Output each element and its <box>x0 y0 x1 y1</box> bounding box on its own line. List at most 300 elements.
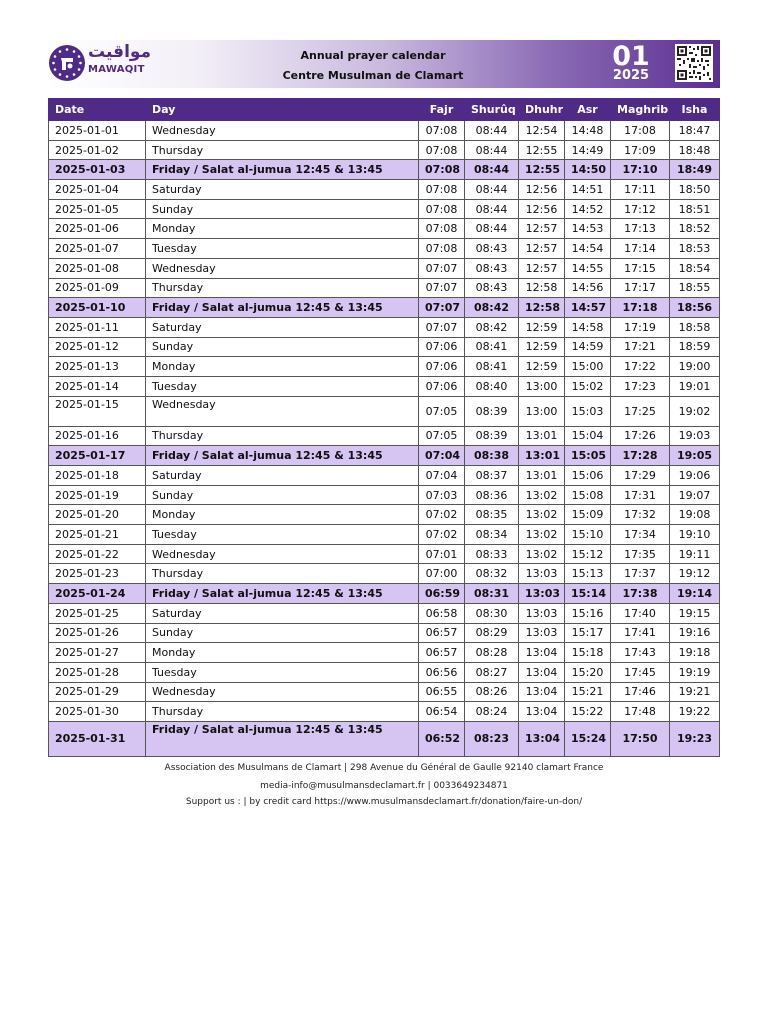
table-row <box>49 643 720 663</box>
table-row <box>49 317 720 337</box>
cell-day: Thursday <box>146 426 419 446</box>
cell-maghrib: 17:46 <box>611 682 670 702</box>
cell-dhuhr: 12:55 <box>519 160 565 180</box>
cell-fajr: 07:08 <box>419 140 465 160</box>
cell-shuruq: 08:42 <box>465 317 519 337</box>
cell-asr: 15:12 <box>565 544 611 564</box>
cell-fajr: 07:05 <box>419 396 465 426</box>
cell-isha: 19:23 <box>670 721 720 756</box>
cell-fajr: 07:07 <box>419 258 465 278</box>
cell-date: 2025-01-28 <box>49 662 146 682</box>
table-row <box>49 544 720 564</box>
cell-maghrib: 17:40 <box>611 603 670 623</box>
cell-maghrib: 17:29 <box>611 466 670 486</box>
cell-asr: 15:21 <box>565 682 611 702</box>
table-row-friday <box>49 160 720 180</box>
table-row-friday <box>49 298 720 318</box>
cell-maghrib: 17:08 <box>611 121 670 141</box>
cell-isha: 19:05 <box>670 446 720 466</box>
cell-fajr: 07:08 <box>419 121 465 141</box>
cell-day: Friday / Salat al-jumua 12:45 & 13:45 <box>146 721 419 756</box>
cell-fajr: 07:02 <box>419 505 465 525</box>
cell-maghrib: 17:32 <box>611 505 670 525</box>
cell-fajr: 07:02 <box>419 525 465 545</box>
cell-dhuhr: 13:01 <box>519 446 565 466</box>
cell-fajr: 07:07 <box>419 317 465 337</box>
cell-isha: 18:52 <box>670 219 720 239</box>
cell-shuruq: 08:34 <box>465 525 519 545</box>
cell-date: 2025-01-24 <box>49 584 146 604</box>
cell-date: 2025-01-03 <box>49 160 146 180</box>
cell-day: Friday / Salat al-jumua 12:45 & 13:45 <box>146 446 419 466</box>
column-header-maghrib: Maghrib <box>611 99 670 121</box>
cell-asr: 15:18 <box>565 643 611 663</box>
column-header-dhuhr: Dhuhr <box>519 99 565 121</box>
table-row <box>49 564 720 584</box>
month-number: 01 <box>612 41 650 72</box>
cell-dhuhr: 13:03 <box>519 564 565 584</box>
table-row <box>49 623 720 643</box>
cell-isha: 19:12 <box>670 564 720 584</box>
cell-dhuhr: 12:56 <box>519 180 565 200</box>
logo-latin-text: MAWAQIT <box>88 64 145 75</box>
cell-shuruq: 08:44 <box>465 219 519 239</box>
cell-fajr: 07:04 <box>419 446 465 466</box>
cell-shuruq: 08:42 <box>465 298 519 318</box>
table-row <box>49 702 720 722</box>
cell-day: Wednesday <box>146 121 419 141</box>
cell-shuruq: 08:31 <box>465 584 519 604</box>
cell-day: Wednesday <box>146 682 419 702</box>
cell-shuruq: 08:32 <box>465 564 519 584</box>
table-row <box>49 278 720 298</box>
cell-dhuhr: 13:04 <box>519 662 565 682</box>
cell-fajr: 07:08 <box>419 180 465 200</box>
cell-asr: 14:53 <box>565 219 611 239</box>
cell-maghrib: 17:21 <box>611 337 670 357</box>
cell-shuruq: 08:43 <box>465 258 519 278</box>
cell-maghrib: 17:12 <box>611 199 670 219</box>
table-row <box>49 505 720 525</box>
logo-arabic-text: مواقيت <box>88 42 152 62</box>
cell-shuruq: 08:44 <box>465 140 519 160</box>
cell-date: 2025-01-13 <box>49 357 146 377</box>
mawaqit-logo-icon <box>49 45 85 81</box>
table-row <box>49 376 720 396</box>
cell-fajr: 07:06 <box>419 357 465 377</box>
cell-day: Tuesday <box>146 376 419 396</box>
cell-asr: 14:56 <box>565 278 611 298</box>
year-number: 2025 <box>612 68 650 83</box>
cell-day: Saturday <box>146 466 419 486</box>
cell-shuruq: 08:30 <box>465 603 519 623</box>
cell-day: Thursday <box>146 278 419 298</box>
cell-maghrib: 17:19 <box>611 317 670 337</box>
cell-shuruq: 08:41 <box>465 357 519 377</box>
cell-date: 2025-01-31 <box>49 721 146 756</box>
cell-fajr: 06:57 <box>419 643 465 663</box>
cell-dhuhr: 13:04 <box>519 682 565 702</box>
cell-shuruq: 08:44 <box>465 180 519 200</box>
calendar-header <box>48 40 720 88</box>
cell-fajr: 07:05 <box>419 426 465 446</box>
cell-date: 2025-01-08 <box>49 258 146 278</box>
cell-dhuhr: 12:57 <box>519 219 565 239</box>
table-row-friday <box>49 721 720 756</box>
cell-maghrib: 17:22 <box>611 357 670 377</box>
cell-fajr: 06:56 <box>419 662 465 682</box>
cell-fajr: 07:08 <box>419 239 465 259</box>
cell-asr: 14:55 <box>565 258 611 278</box>
cell-maghrib: 17:13 <box>611 219 670 239</box>
cell-day: Thursday <box>146 140 419 160</box>
cell-asr: 14:54 <box>565 239 611 259</box>
column-header-date: Date <box>49 99 146 121</box>
cell-isha: 18:55 <box>670 278 720 298</box>
cell-date: 2025-01-20 <box>49 505 146 525</box>
cell-asr: 15:08 <box>565 485 611 505</box>
cell-shuruq: 08:24 <box>465 702 519 722</box>
cell-asr: 14:59 <box>565 337 611 357</box>
cell-day: Saturday <box>146 603 419 623</box>
cell-day: Thursday <box>146 564 419 584</box>
cell-fajr: 06:55 <box>419 682 465 702</box>
table-row <box>49 199 720 219</box>
table-header-row <box>49 99 720 121</box>
cell-shuruq: 08:43 <box>465 278 519 298</box>
cell-dhuhr: 12:58 <box>519 298 565 318</box>
cell-day: Wednesday <box>146 396 419 426</box>
cell-dhuhr: 13:02 <box>519 485 565 505</box>
table-row <box>49 140 720 160</box>
cell-date: 2025-01-11 <box>49 317 146 337</box>
footer-contact: media-info@musulmansdeclamart.fr | 0033649234871 <box>260 781 508 791</box>
cell-date: 2025-01-01 <box>49 121 146 141</box>
cell-maghrib: 17:28 <box>611 446 670 466</box>
cell-isha: 18:50 <box>670 180 720 200</box>
cell-asr: 15:13 <box>565 564 611 584</box>
column-header-fajr: Fajr <box>419 99 465 121</box>
cell-asr: 14:50 <box>565 160 611 180</box>
cell-dhuhr: 13:00 <box>519 376 565 396</box>
cell-day: Monday <box>146 505 419 525</box>
mosque-name: Centre Musulman de Clamart <box>282 69 464 82</box>
cell-shuruq: 08:35 <box>465 505 519 525</box>
cell-maghrib: 17:26 <box>611 426 670 446</box>
cell-date: 2025-01-07 <box>49 239 146 259</box>
cell-date: 2025-01-10 <box>49 298 146 318</box>
cell-shuruq: 08:44 <box>465 160 519 180</box>
cell-dhuhr: 12:59 <box>519 317 565 337</box>
cell-isha: 19:00 <box>670 357 720 377</box>
cell-day: Tuesday <box>146 525 419 545</box>
cell-day: Friday / Salat al-jumua 12:45 & 13:45 <box>146 160 419 180</box>
table-row <box>49 682 720 702</box>
cell-date: 2025-01-17 <box>49 446 146 466</box>
cell-day: Monday <box>146 643 419 663</box>
cell-day: Saturday <box>146 180 419 200</box>
cell-isha: 19:07 <box>670 485 720 505</box>
cell-asr: 15:16 <box>565 603 611 623</box>
cell-isha: 19:19 <box>670 662 720 682</box>
cell-fajr: 07:07 <box>419 298 465 318</box>
cell-fajr: 06:54 <box>419 702 465 722</box>
cell-isha: 18:48 <box>670 140 720 160</box>
cell-date: 2025-01-23 <box>49 564 146 584</box>
cell-asr: 14:57 <box>565 298 611 318</box>
cell-isha: 19:01 <box>670 376 720 396</box>
cell-dhuhr: 13:03 <box>519 584 565 604</box>
cell-day: Sunday <box>146 199 419 219</box>
cell-maghrib: 17:34 <box>611 525 670 545</box>
cell-day: Tuesday <box>146 662 419 682</box>
column-header-isha: Isha <box>670 99 720 121</box>
cell-asr: 15:06 <box>565 466 611 486</box>
cell-isha: 18:47 <box>670 121 720 141</box>
cell-fajr: 07:06 <box>419 337 465 357</box>
cell-isha: 19:16 <box>670 623 720 643</box>
cell-isha: 19:14 <box>670 584 720 604</box>
cell-isha: 19:02 <box>670 396 720 426</box>
footer-address: Association des Musulmans de Clamart | 298 Avenue du Général de Gaulle 92140 clamart France <box>164 763 604 773</box>
cell-dhuhr: 13:02 <box>519 525 565 545</box>
table-row <box>49 357 720 377</box>
cell-isha: 19:15 <box>670 603 720 623</box>
cell-asr: 15:10 <box>565 525 611 545</box>
cell-day: Friday / Salat al-jumua 12:45 & 13:45 <box>146 298 419 318</box>
cell-dhuhr: 12:54 <box>519 121 565 141</box>
cell-shuruq: 08:37 <box>465 466 519 486</box>
cell-dhuhr: 13:04 <box>519 702 565 722</box>
cell-date: 2025-01-18 <box>49 466 146 486</box>
cell-date: 2025-01-16 <box>49 426 146 446</box>
cell-shuruq: 08:27 <box>465 662 519 682</box>
qr-code-icon <box>675 44 713 82</box>
cell-asr: 15:00 <box>565 357 611 377</box>
table-row <box>49 258 720 278</box>
cell-isha: 18:51 <box>670 199 720 219</box>
cell-maghrib: 17:17 <box>611 278 670 298</box>
cell-isha: 19:18 <box>670 643 720 663</box>
cell-date: 2025-01-29 <box>49 682 146 702</box>
cell-asr: 14:48 <box>565 121 611 141</box>
cell-dhuhr: 12:57 <box>519 239 565 259</box>
cell-asr: 14:49 <box>565 140 611 160</box>
table-row <box>49 239 720 259</box>
cell-asr: 15:09 <box>565 505 611 525</box>
cell-date: 2025-01-15 <box>49 396 146 426</box>
cell-maghrib: 17:37 <box>611 564 670 584</box>
cell-isha: 18:49 <box>670 160 720 180</box>
cell-shuruq: 08:33 <box>465 544 519 564</box>
cell-isha: 19:08 <box>670 505 720 525</box>
cell-date: 2025-01-21 <box>49 525 146 545</box>
column-header-shuruq: Shurûq <box>465 99 519 121</box>
cell-fajr: 07:01 <box>419 544 465 564</box>
cell-day: Tuesday <box>146 239 419 259</box>
cell-isha: 19:22 <box>670 702 720 722</box>
table-row-friday <box>49 446 720 466</box>
column-header-day: Day <box>146 99 419 121</box>
table-row <box>49 662 720 682</box>
cell-shuruq: 08:36 <box>465 485 519 505</box>
cell-shuruq: 08:44 <box>465 121 519 141</box>
cell-dhuhr: 13:03 <box>519 603 565 623</box>
table-row <box>49 466 720 486</box>
cell-asr: 15:03 <box>565 396 611 426</box>
cell-maghrib: 17:45 <box>611 662 670 682</box>
table-row <box>49 485 720 505</box>
cell-dhuhr: 13:03 <box>519 623 565 643</box>
cell-fajr: 07:08 <box>419 199 465 219</box>
cell-shuruq: 08:29 <box>465 623 519 643</box>
cell-maghrib: 17:10 <box>611 160 670 180</box>
cell-isha: 19:10 <box>670 525 720 545</box>
cell-dhuhr: 13:01 <box>519 466 565 486</box>
cell-dhuhr: 13:01 <box>519 426 565 446</box>
cell-maghrib: 17:43 <box>611 643 670 663</box>
cell-asr: 15:22 <box>565 702 611 722</box>
cell-asr: 15:14 <box>565 584 611 604</box>
cell-dhuhr: 12:57 <box>519 258 565 278</box>
cell-fajr: 06:59 <box>419 584 465 604</box>
cell-shuruq: 08:41 <box>465 337 519 357</box>
cell-date: 2025-01-26 <box>49 623 146 643</box>
cell-maghrib: 17:48 <box>611 702 670 722</box>
cell-maghrib: 17:38 <box>611 584 670 604</box>
cell-dhuhr: 13:04 <box>519 643 565 663</box>
cell-maghrib: 17:15 <box>611 258 670 278</box>
table-row <box>49 396 720 426</box>
cell-date: 2025-01-22 <box>49 544 146 564</box>
cell-dhuhr: 12:58 <box>519 278 565 298</box>
footer-donation: Support us : | by credit card https://www.musulmansdeclamart.fr/donation/faire-un-don/ <box>185 797 583 807</box>
cell-dhuhr: 12:55 <box>519 140 565 160</box>
cell-isha: 19:11 <box>670 544 720 564</box>
table-body <box>49 121 720 757</box>
cell-date: 2025-01-09 <box>49 278 146 298</box>
cell-asr: 14:51 <box>565 180 611 200</box>
cell-day: Monday <box>146 219 419 239</box>
cell-fajr: 07:04 <box>419 466 465 486</box>
cell-isha: 18:54 <box>670 258 720 278</box>
table-row-friday <box>49 584 720 604</box>
cell-asr: 14:52 <box>565 199 611 219</box>
cell-dhuhr: 12:56 <box>519 199 565 219</box>
cell-shuruq: 08:39 <box>465 426 519 446</box>
cell-maghrib: 17:18 <box>611 298 670 318</box>
table-row <box>49 219 720 239</box>
cell-shuruq: 08:39 <box>465 396 519 426</box>
cell-maghrib: 17:41 <box>611 623 670 643</box>
cell-maghrib: 17:50 <box>611 721 670 756</box>
calendar-title: Annual prayer calendar <box>300 49 446 62</box>
cell-date: 2025-01-25 <box>49 603 146 623</box>
cell-isha: 18:56 <box>670 298 720 318</box>
cell-date: 2025-01-12 <box>49 337 146 357</box>
cell-maghrib: 17:14 <box>611 239 670 259</box>
cell-isha: 19:03 <box>670 426 720 446</box>
cell-shuruq: 08:43 <box>465 239 519 259</box>
cell-shuruq: 08:38 <box>465 446 519 466</box>
cell-fajr: 06:58 <box>419 603 465 623</box>
cell-dhuhr: 13:02 <box>519 544 565 564</box>
cell-date: 2025-01-30 <box>49 702 146 722</box>
cell-maghrib: 17:09 <box>611 140 670 160</box>
cell-date: 2025-01-06 <box>49 219 146 239</box>
cell-day: Wednesday <box>146 544 419 564</box>
cell-fajr: 06:52 <box>419 721 465 756</box>
cell-dhuhr: 13:02 <box>519 505 565 525</box>
cell-date: 2025-01-02 <box>49 140 146 160</box>
cell-dhuhr: 12:59 <box>519 337 565 357</box>
cell-asr: 15:05 <box>565 446 611 466</box>
cell-fajr: 07:03 <box>419 485 465 505</box>
cell-date: 2025-01-19 <box>49 485 146 505</box>
cell-isha: 19:06 <box>670 466 720 486</box>
cell-dhuhr: 13:04 <box>519 721 565 756</box>
cell-shuruq: 08:28 <box>465 643 519 663</box>
cell-shuruq: 08:44 <box>465 199 519 219</box>
cell-day: Saturday <box>146 317 419 337</box>
cell-asr: 15:20 <box>565 662 611 682</box>
cell-fajr: 07:08 <box>419 219 465 239</box>
cell-day: Thursday <box>146 702 419 722</box>
cell-fajr: 07:08 <box>419 160 465 180</box>
cell-shuruq: 08:23 <box>465 721 519 756</box>
cell-maghrib: 17:25 <box>611 396 670 426</box>
cell-day: Wednesday <box>146 258 419 278</box>
cell-day: Friday / Salat al-jumua 12:45 & 13:45 <box>146 584 419 604</box>
cell-asr: 15:02 <box>565 376 611 396</box>
cell-maghrib: 17:11 <box>611 180 670 200</box>
cell-day: Sunday <box>146 485 419 505</box>
cell-shuruq: 08:40 <box>465 376 519 396</box>
cell-fajr: 07:06 <box>419 376 465 396</box>
table-row <box>49 121 720 141</box>
cell-isha: 19:21 <box>670 682 720 702</box>
table-row <box>49 337 720 357</box>
cell-asr: 15:24 <box>565 721 611 756</box>
cell-asr: 15:17 <box>565 623 611 643</box>
cell-day: Sunday <box>146 337 419 357</box>
cell-dhuhr: 12:59 <box>519 357 565 377</box>
cell-day: Monday <box>146 357 419 377</box>
table-row <box>49 180 720 200</box>
cell-day: Sunday <box>146 623 419 643</box>
cell-date: 2025-01-14 <box>49 376 146 396</box>
table-row <box>49 603 720 623</box>
cell-shuruq: 08:26 <box>465 682 519 702</box>
cell-date: 2025-01-04 <box>49 180 146 200</box>
cell-date: 2025-01-27 <box>49 643 146 663</box>
cell-date: 2025-01-05 <box>49 199 146 219</box>
cell-maghrib: 17:23 <box>611 376 670 396</box>
table-row <box>49 426 720 446</box>
cell-isha: 18:58 <box>670 317 720 337</box>
cell-dhuhr: 13:00 <box>519 396 565 426</box>
cell-asr: 14:58 <box>565 317 611 337</box>
cell-fajr: 07:00 <box>419 564 465 584</box>
cell-asr: 15:04 <box>565 426 611 446</box>
prayer-times-table <box>48 98 720 757</box>
cell-isha: 18:59 <box>670 337 720 357</box>
cell-maghrib: 17:31 <box>611 485 670 505</box>
column-header-asr: Asr <box>565 99 611 121</box>
cell-fajr: 06:57 <box>419 623 465 643</box>
cell-fajr: 07:07 <box>419 278 465 298</box>
cell-isha: 18:53 <box>670 239 720 259</box>
